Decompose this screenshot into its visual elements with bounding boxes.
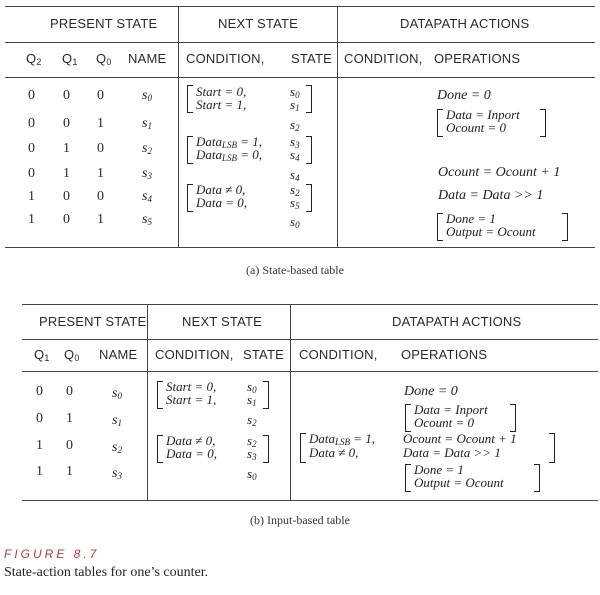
table-b-condition2-header: CONDITION, xyxy=(299,347,378,362)
right-bracket xyxy=(510,404,516,432)
table-a-col-divider-2 xyxy=(337,6,338,248)
table-b-caption: (b) Input-based table xyxy=(250,513,350,527)
next-state-cell: $s_0$ xyxy=(290,214,300,230)
done-0-action: Done = 0 xyxy=(437,88,491,103)
data-inport-action: Data = Inport xyxy=(446,107,520,122)
next-state-cell: $s_4$ xyxy=(290,147,300,163)
data-lsb-0-condition: Data$_{LSB}$ = 0, xyxy=(196,147,263,163)
done-1-action: Done = 1 xyxy=(414,462,464,477)
table-a-name-cell: $s_1$ xyxy=(142,116,152,131)
right-bracket xyxy=(263,381,269,409)
table-a-condition-header: CONDITION, xyxy=(186,51,265,66)
table-a-name-cell: $s_5$ xyxy=(142,212,152,227)
left-bracket xyxy=(187,136,193,164)
table-a-caption: (a) State-based table xyxy=(246,263,344,277)
table-b-col-divider-1 xyxy=(147,304,148,501)
right-bracket xyxy=(562,213,568,241)
next-state-cell: $s_1$ xyxy=(290,97,300,113)
table-b-state-header: STATE xyxy=(243,347,284,362)
table-b-present-state-header: PRESENT STATE xyxy=(39,314,147,329)
next-state-cell: $s_0$ xyxy=(247,466,257,482)
figure-label: FIGURE 8.7 xyxy=(4,547,100,561)
done-0-action: Done = 0 xyxy=(404,384,458,399)
table-a-header-divider xyxy=(5,42,595,43)
ocount-increment-action: Ocount = Ocount + 1 xyxy=(438,165,561,180)
table-a-q0-cell: 0 xyxy=(97,141,104,156)
data-lsb-condition: Data$_{LSB}$ = 1, xyxy=(309,431,376,447)
table-b-q1-header: $Q_1$ xyxy=(34,347,50,363)
next-state-cell: $s_0$ xyxy=(247,379,257,395)
table-a-subheader-divider xyxy=(5,77,595,78)
left-bracket xyxy=(187,184,193,212)
table-a-q0-cell: 1 xyxy=(97,212,104,227)
table-a-name-cell: $s_0$ xyxy=(142,88,152,103)
right-bracket xyxy=(540,109,546,137)
table-a-bottom-border xyxy=(5,247,595,248)
table-b-name-cell: $s_1$ xyxy=(112,413,122,428)
data-zero-condition: Data = 0, xyxy=(166,446,218,461)
left-bracket xyxy=(157,435,163,463)
table-b-header-divider xyxy=(22,339,598,340)
table-b-q1-cell: 1 xyxy=(36,438,43,453)
table-a-present-state-header: PRESENT STATE xyxy=(50,16,158,31)
right-bracket xyxy=(306,184,312,212)
table-a-operations-header: OPERATIONS xyxy=(434,51,521,66)
right-bracket xyxy=(306,136,312,164)
table-a-next-state-header: NEXT STATE xyxy=(218,16,299,31)
table-b-q1-cell: 1 xyxy=(36,464,43,479)
next-state-cell: $s_3$ xyxy=(290,134,300,150)
start-1-condition: Start = 1, xyxy=(166,392,217,407)
table-b-q0-header: $Q_0$ xyxy=(64,347,80,363)
table-a-q2-header: $Q_2$ xyxy=(26,51,42,67)
table-b-operations-header: OPERATIONS xyxy=(401,347,488,362)
table-b-name-cell: $s_0$ xyxy=(112,386,122,401)
next-state-cell: $s_1$ xyxy=(247,392,257,408)
start-1-condition: Start = 1, xyxy=(196,97,247,112)
left-bracket xyxy=(157,381,163,409)
table-a-q0-cell: 0 xyxy=(97,189,104,204)
next-state-cell: $s_4$ xyxy=(290,167,300,183)
next-state-cell: $s_5$ xyxy=(290,195,300,211)
left-bracket xyxy=(405,464,411,492)
table-b-condition-header: CONDITION, xyxy=(155,347,234,362)
data-not-zero-condition: Data ≠ 0, xyxy=(196,182,246,197)
left-bracket xyxy=(437,109,443,137)
table-b-name-cell: $s_3$ xyxy=(112,466,122,481)
table-b-q0-cell: 1 xyxy=(66,411,73,426)
ocount-zero-action: Ocount = 0 xyxy=(414,415,475,430)
next-state-cell: $s_2$ xyxy=(290,117,300,133)
table-b-col-divider-2 xyxy=(290,304,291,501)
table-a-q0-cell: 0 xyxy=(97,88,104,103)
table-a-q0-header: $Q_0$ xyxy=(96,51,112,67)
table-b-datapath-header: DATAPATH ACTIONS xyxy=(392,314,522,329)
table-a-col-divider-1 xyxy=(178,6,179,248)
table-b-next-state-header: NEXT STATE xyxy=(182,314,263,329)
table-a-top-border xyxy=(5,6,595,7)
table-a-q1-cell: 0 xyxy=(63,189,70,204)
table-a-q1-cell: 0 xyxy=(63,116,70,131)
next-state-cell: $s_2$ xyxy=(247,412,257,428)
table-b-bottom-border xyxy=(22,500,598,501)
data-inport-action: Data = Inport xyxy=(414,402,488,417)
next-state-cell: $s_2$ xyxy=(290,182,300,198)
table-b-name-header: NAME xyxy=(99,347,138,362)
left-bracket xyxy=(300,433,306,463)
table-a-q1-header: $Q_1$ xyxy=(62,51,78,67)
data-shift-action: Data = Data >> 1 xyxy=(403,445,501,460)
table-b-top-border xyxy=(22,304,598,305)
ocount-zero-action: Ocount = 0 xyxy=(446,120,507,135)
table-a-q2-cell: 0 xyxy=(28,141,35,156)
start-0-condition: Start = 0, xyxy=(196,84,247,99)
output-ocount-action: Output = Ocount xyxy=(414,475,504,490)
start-0-condition: Start = 0, xyxy=(166,379,217,394)
table-a-q2-cell: 1 xyxy=(28,212,35,227)
table-b-q1-cell: 0 xyxy=(36,411,43,426)
table-a-q1-cell: 1 xyxy=(63,141,70,156)
right-bracket xyxy=(263,435,269,463)
table-a-name-cell: $s_3$ xyxy=(142,166,152,181)
next-state-cell: $s_3$ xyxy=(247,446,257,462)
left-bracket xyxy=(405,404,411,432)
right-bracket xyxy=(549,433,555,463)
table-a-q0-cell: 1 xyxy=(97,116,104,131)
data-not-zero-condition: Data ≠ 0, xyxy=(166,433,216,448)
table-a-name-cell: $s_4$ xyxy=(142,189,152,204)
table-a-condition2-header: CONDITION, xyxy=(344,51,423,66)
right-bracket xyxy=(534,464,540,492)
right-bracket xyxy=(306,85,312,113)
table-b-q0-cell: 1 xyxy=(66,464,73,479)
table-b-name-cell: $s_2$ xyxy=(112,440,122,455)
table-a-q0-cell: 1 xyxy=(97,166,104,181)
table-a-q1-cell: 1 xyxy=(63,166,70,181)
next-state-cell: $s_2$ xyxy=(247,433,257,449)
ocount-increment-action: Ocount = Ocount + 1 xyxy=(403,431,517,446)
data-zero-condition: Data = 0, xyxy=(196,195,248,210)
table-a-q2-cell: 1 xyxy=(28,189,35,204)
table-a-datapath-header: DATAPATH ACTIONS xyxy=(400,16,530,31)
table-a-q1-cell: 0 xyxy=(63,212,70,227)
table-a-name-cell: $s_2$ xyxy=(142,141,152,156)
left-bracket xyxy=(437,213,443,241)
table-b-q1-cell: 0 xyxy=(36,384,43,399)
data-lsb-1-condition: Data$_{LSB}$ = 1, xyxy=(196,134,263,150)
figure-caption: State-action tables for one’s counter. xyxy=(4,565,209,580)
table-a-q2-cell: 0 xyxy=(28,166,35,181)
table-a-q1-cell: 0 xyxy=(63,88,70,103)
table-a-name-header: NAME xyxy=(128,51,167,66)
table-b-subheader-divider xyxy=(22,371,598,372)
data-shift-action: Data = Data >> 1 xyxy=(438,188,544,203)
data-not-zero-condition: Data ≠ 0, xyxy=(309,445,359,460)
table-a-state-header: STATE xyxy=(291,51,332,66)
done-1-action: Done = 1 xyxy=(446,211,496,226)
output-ocount-action: Output = Ocount xyxy=(446,224,536,239)
next-state-cell: $s_0$ xyxy=(290,84,300,100)
table-a-q2-cell: 0 xyxy=(28,88,35,103)
table-a-q2-cell: 0 xyxy=(28,116,35,131)
table-b-q0-cell: 0 xyxy=(66,384,73,399)
left-bracket xyxy=(187,85,193,113)
table-b-q0-cell: 0 xyxy=(66,438,73,453)
